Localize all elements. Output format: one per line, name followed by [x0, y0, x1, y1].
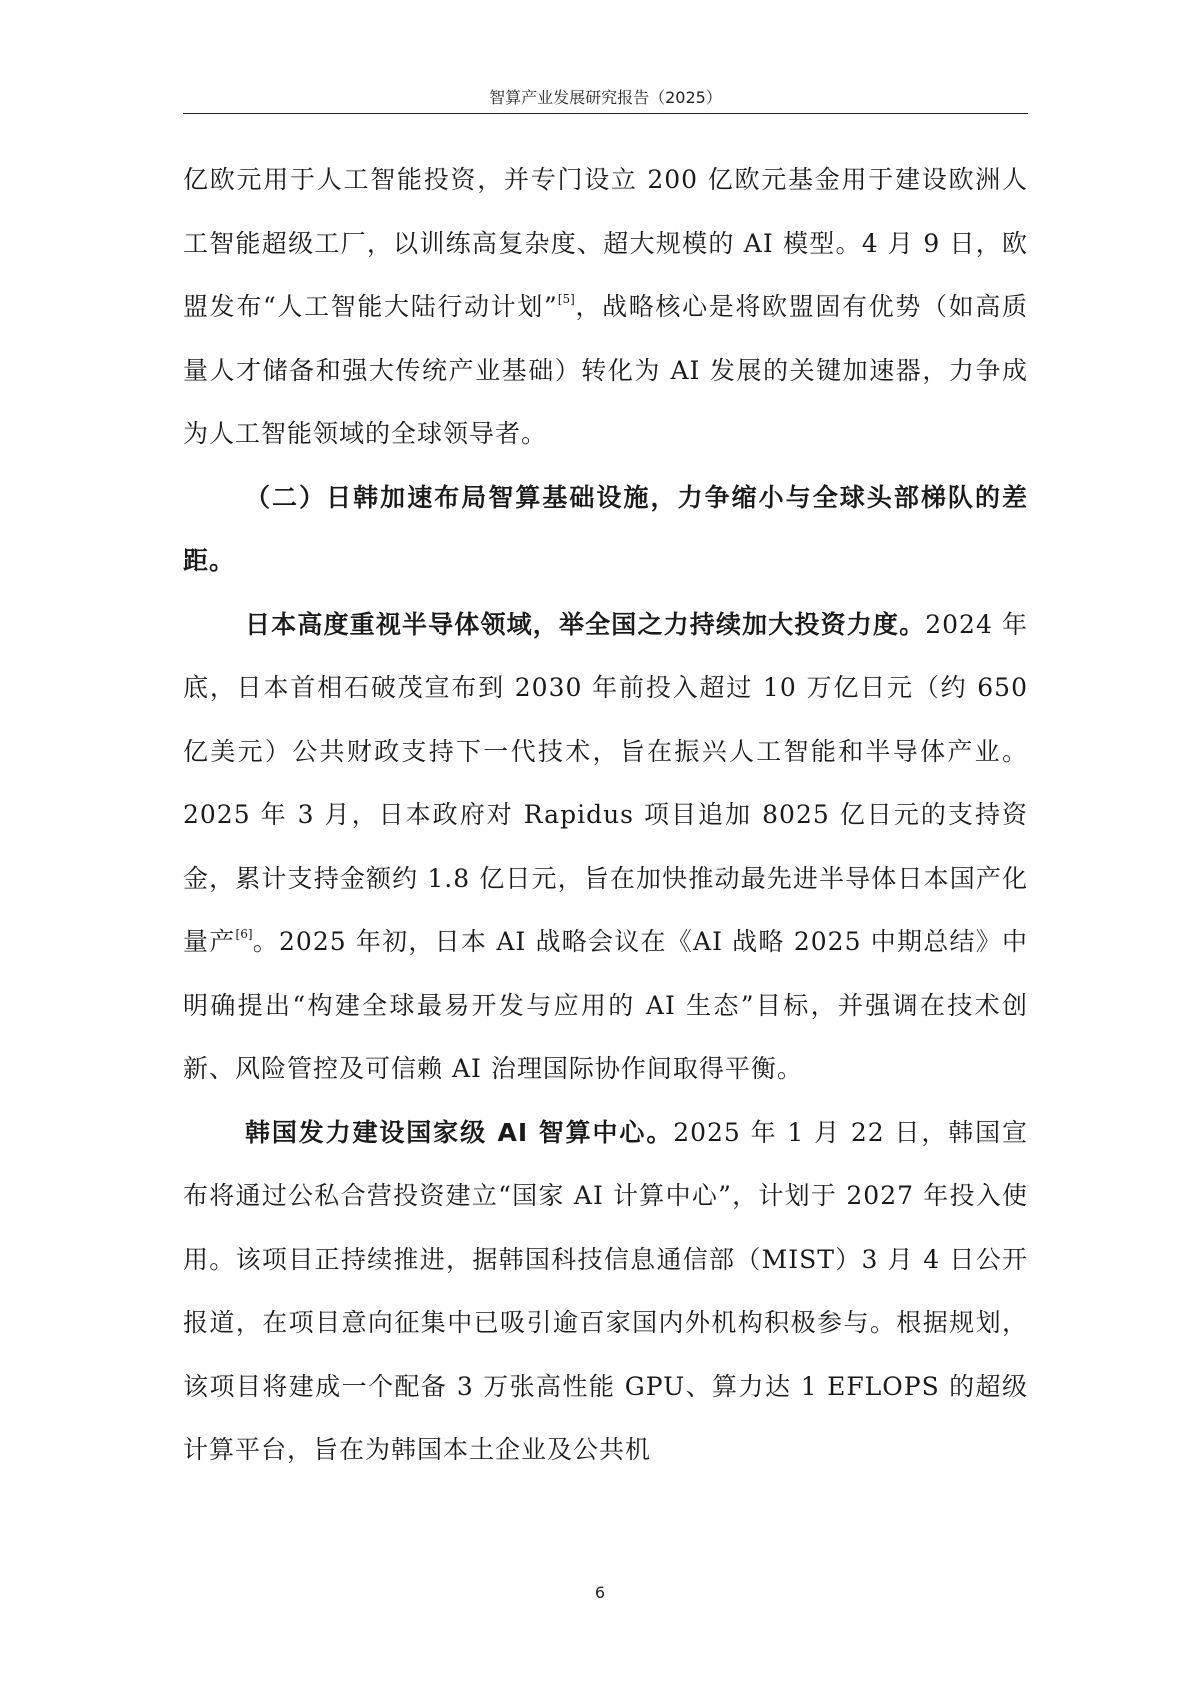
section-heading: （二）日韩加速布局智算基础设施，力争缩小与全球头部梯队的差距。 — [183, 482, 1028, 575]
running-header: 智算产业发展研究报告（2025） — [489, 88, 722, 107]
paragraph-lead: 日本高度重视半导体领域，举全国之力持续加大投资力度。 — [245, 609, 926, 639]
body-text — [183, 148, 1028, 1482]
citation-ref[interactable]: [6] — [235, 927, 253, 941]
header-rule — [183, 113, 1028, 114]
paragraph-japan — [183, 593, 1028, 1101]
paragraph-text: 亿欧元用于人工智能投资，并专门设立 200 亿欧元基金用于建设欧洲人工智能超级工厂，以训练高复杂度、超大规模的 AI 模型。4 月 9 日，欧盟发布“人工智能大陆行动计划” — [183, 165, 1028, 321]
paragraph-text: 2025 年 1 月 22 日，韩国宣布将通过公私合营投资建立“国家 AI 计算中心”，计划于 2027 年投入使用。该项目正持续推进，据韩国科技信息通信部（MIST）3 月 4 日公开报道，在项目意向征集中已吸引逾百家国内外机构积极参与。根据规划，该项目将建成一个配备 3 万张高性能 GPU、算力达 1 EFLOPS 的超级计算平台，旨在为韩国本土企业及公共机 — [183, 1117, 1028, 1464]
paragraph-korea — [183, 1101, 1028, 1482]
paragraph-text: ，战略核心是将欧盟固有优势（如高质量人才储备和强大传统产业基础）转化为 AI 发展的关键加速器，力争成为人工智能领域的全球领导者。 — [183, 292, 1028, 448]
paragraph-text: 。2025 年初，日本 AI 战略会议在《AI 战略 2025 中期总结》中明确提出“构建全球最易开发与应用的 AI 生态”目标，并强调在技术创新、风险管控及可信赖 AI 治理国际协作间取得平衡。 — [183, 927, 1028, 1083]
page-number: 6 — [594, 1583, 606, 1602]
paragraph-text: 2024 年底，日本首相石破茂宣布到 2030 年前投入超过 10 万亿日元（约 650 亿美元）公共财政支持下一代技术，旨在振兴人工智能和半导体产业。2025 年 3 月，日本政府对 Rapidus 项目追加 8025 亿日元的支持资金，累计支持金额约 1.8 亿日元，旨在加快推动最先进半导体日本国产化量产 — [183, 609, 1028, 956]
paragraph-eu-investment — [183, 148, 1028, 466]
paragraph-lead: 韩国发力建设国家级 AI 智算中心。 — [245, 1117, 674, 1147]
citation-ref[interactable]: [5] — [557, 292, 575, 306]
